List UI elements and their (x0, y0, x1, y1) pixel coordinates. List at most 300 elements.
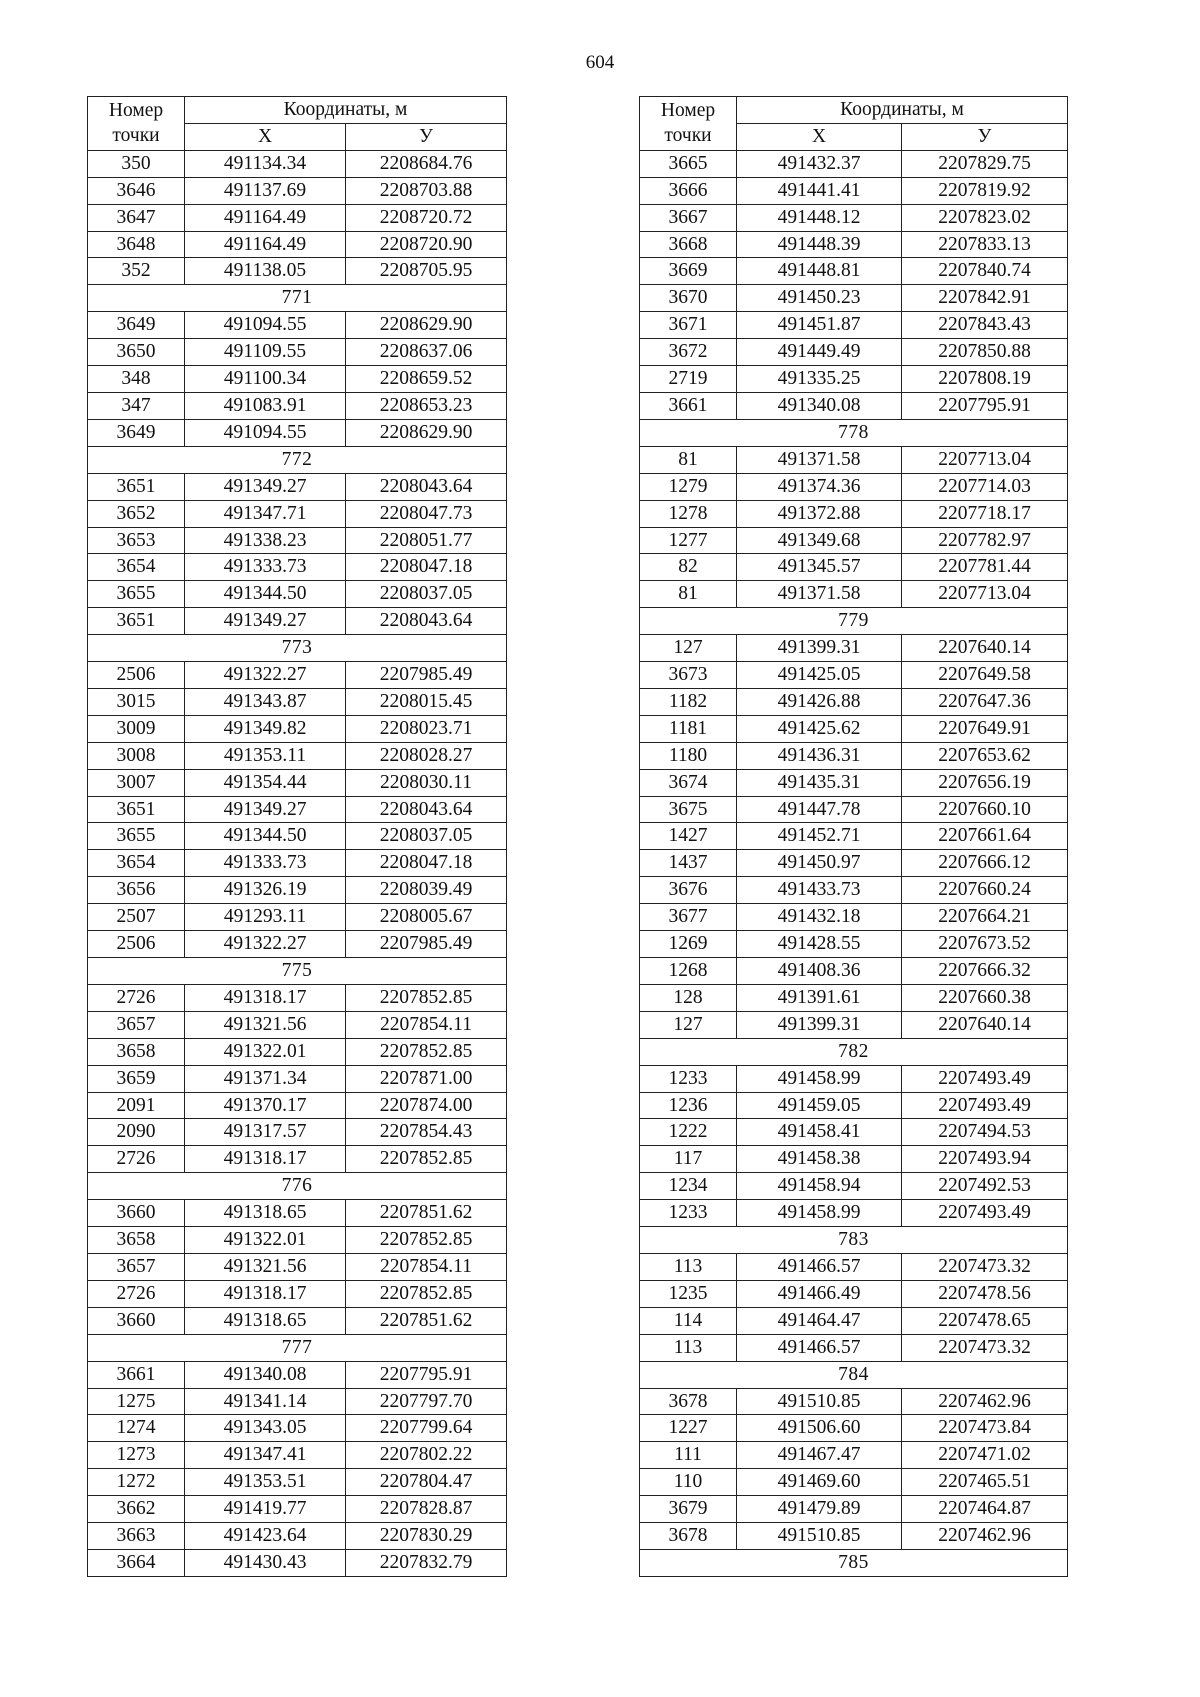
y-coordinate-cell: 2208047.73 (346, 500, 507, 527)
y-coordinate-cell: 2207795.91 (346, 1361, 507, 1388)
y-coordinate-cell: 2208043.64 (346, 608, 507, 635)
y-coordinate-cell: 2207494.53 (902, 1119, 1068, 1146)
table-row (88, 823, 507, 850)
point-number-cell: 3009 (88, 715, 185, 742)
y-coordinate-cell: 2207661.64 (902, 823, 1068, 850)
y-coordinate-cell: 2207666.32 (902, 958, 1068, 985)
y-coordinate-cell: 2208030.11 (346, 769, 507, 796)
table-row (640, 366, 1068, 393)
table-row (88, 877, 507, 904)
point-number-cell: 350 (88, 150, 185, 177)
x-coordinate-cell: 491326.19 (185, 877, 346, 904)
point-number-cell: 3667 (640, 204, 737, 231)
point-number-cell: 1427 (640, 823, 737, 850)
point-number-cell: 2090 (88, 1119, 185, 1146)
table-row (640, 150, 1068, 177)
x-coordinate-cell: 491345.57 (737, 554, 902, 581)
point-number-cell: 1277 (640, 527, 737, 554)
y-coordinate-cell: 2207493.49 (902, 1065, 1068, 1092)
x-coordinate-cell: 491353.11 (185, 742, 346, 769)
y-coordinate-cell: 2208659.52 (346, 366, 507, 393)
table-row (640, 339, 1068, 366)
table-row (640, 984, 1068, 1011)
table-row (88, 231, 507, 258)
y-coordinate-cell: 2207493.49 (902, 1092, 1068, 1119)
point-number-cell: 3665 (640, 150, 737, 177)
y-coordinate-cell: 2207852.85 (346, 984, 507, 1011)
table-row (640, 1200, 1068, 1227)
point-number-cell: 2091 (88, 1092, 185, 1119)
y-coordinate-cell: 2207647.36 (902, 688, 1068, 715)
x-coordinate-cell: 491164.49 (185, 204, 346, 231)
table-row (640, 662, 1068, 689)
y-coordinate-cell: 2207660.10 (902, 796, 1068, 823)
section-row (88, 446, 507, 473)
table-row (640, 1173, 1068, 1200)
table-row (88, 1065, 507, 1092)
y-coordinate-cell: 2207808.19 (902, 366, 1068, 393)
point-number-cell: 352 (88, 258, 185, 285)
table-row (88, 984, 507, 1011)
y-coordinate-cell: 2207854.43 (346, 1119, 507, 1146)
table-row (88, 1496, 507, 1523)
y-coordinate-cell: 2207473.32 (902, 1253, 1068, 1280)
y-coordinate-cell: 2207850.88 (902, 339, 1068, 366)
table-row (640, 1415, 1068, 1442)
table-row (640, 1469, 1068, 1496)
x-coordinate-cell: 491138.05 (185, 258, 346, 285)
x-coordinate-cell: 491333.73 (185, 554, 346, 581)
y-coordinate-cell: 2208043.64 (346, 796, 507, 823)
table-row (640, 796, 1068, 823)
point-number-cell: 348 (88, 366, 185, 393)
y-coordinate-cell: 2207666.12 (902, 850, 1068, 877)
point-number-cell: 3674 (640, 769, 737, 796)
coordinates-body-left (88, 150, 507, 1576)
x-coordinate-cell: 491318.17 (185, 1280, 346, 1307)
table-row (88, 473, 507, 500)
x-coordinate-cell: 491100.34 (185, 366, 346, 393)
x-coordinate-cell: 491466.57 (737, 1334, 902, 1361)
x-coordinate-cell: 491466.49 (737, 1280, 902, 1307)
table-row (88, 1415, 507, 1442)
x-coordinate-cell: 491448.81 (737, 258, 902, 285)
table-row (640, 554, 1068, 581)
x-coordinate-cell: 491322.01 (185, 1227, 346, 1254)
y-coordinate-cell: 2208005.67 (346, 904, 507, 931)
y-coordinate-cell: 2208720.90 (346, 231, 507, 258)
coordinates-header: Координаты, м (737, 97, 1068, 124)
table-row (88, 904, 507, 931)
point-number-header (88, 97, 185, 151)
table-row (640, 285, 1068, 312)
point-number-cell: 1222 (640, 1119, 737, 1146)
table-row (88, 1038, 507, 1065)
x-coordinate-cell: 491347.71 (185, 500, 346, 527)
table-row (88, 931, 507, 958)
section-number: 772 (88, 446, 507, 473)
section-row (88, 1173, 507, 1200)
x-coordinate-cell: 491458.99 (737, 1200, 902, 1227)
point-number-cell: 3007 (88, 769, 185, 796)
table-row (640, 1388, 1068, 1415)
point-number-cell: 3663 (88, 1523, 185, 1550)
section-number: 776 (88, 1173, 507, 1200)
x-coordinate-cell: 491430.43 (185, 1549, 346, 1576)
x-coordinate-cell: 491318.17 (185, 984, 346, 1011)
section-number: 773 (88, 635, 507, 662)
table-row (640, 1146, 1068, 1173)
x-coordinate-cell: 491318.17 (185, 1146, 346, 1173)
y-coordinate-cell: 2207802.22 (346, 1442, 507, 1469)
point-number-cell: 81 (640, 581, 737, 608)
point-number-cell: 3650 (88, 339, 185, 366)
x-coordinate-cell: 491372.88 (737, 500, 902, 527)
point-number-cell: 2726 (88, 984, 185, 1011)
table-row (88, 204, 507, 231)
section-number: 778 (640, 419, 1068, 446)
x-coordinate-cell: 491341.14 (185, 1388, 346, 1415)
x-coordinate-cell: 491419.77 (185, 1496, 346, 1523)
table-row (88, 1307, 507, 1334)
x-coordinate-cell: 491479.89 (737, 1496, 902, 1523)
table-row (88, 419, 507, 446)
x-coordinate-cell: 491333.73 (185, 850, 346, 877)
point-number-label-1: Номер (660, 99, 716, 121)
point-number-cell: 3661 (88, 1361, 185, 1388)
table-row (640, 1523, 1068, 1550)
y-coordinate-cell: 2207985.49 (346, 662, 507, 689)
point-number-cell: 3660 (88, 1200, 185, 1227)
y-coordinate-cell: 2207843.43 (902, 312, 1068, 339)
x-coordinate-cell: 491450.97 (737, 850, 902, 877)
x-coordinate-cell: 491094.55 (185, 419, 346, 446)
section-row (640, 608, 1068, 635)
point-number-cell: 3677 (640, 904, 737, 931)
section-number: 779 (640, 608, 1068, 635)
x-coordinate-cell: 491109.55 (185, 339, 346, 366)
table-row (640, 931, 1068, 958)
table-row (640, 635, 1068, 662)
y-coordinate-cell: 2207493.49 (902, 1200, 1068, 1227)
table-row (88, 850, 507, 877)
y-coordinate-cell: 2207782.97 (902, 527, 1068, 554)
coordinates-table-left (87, 96, 507, 1577)
y-coordinate-cell: 2207851.62 (346, 1200, 507, 1227)
x-coordinate-cell: 491448.12 (737, 204, 902, 231)
x-coordinate-cell: 491433.73 (737, 877, 902, 904)
y-coordinate-cell: 2208039.49 (346, 877, 507, 904)
x-coordinate-cell: 491374.36 (737, 473, 902, 500)
point-number-cell: 82 (640, 554, 737, 581)
point-number-cell: 128 (640, 984, 737, 1011)
point-number-cell: 2726 (88, 1280, 185, 1307)
table-row (640, 1334, 1068, 1361)
point-number-cell: 3668 (640, 231, 737, 258)
y-coordinate-cell: 2207854.11 (346, 1011, 507, 1038)
x-coordinate-cell: 491322.27 (185, 931, 346, 958)
x-coordinate-cell: 491349.27 (185, 473, 346, 500)
point-number-cell: 3659 (88, 1065, 185, 1092)
point-number-cell: 3654 (88, 850, 185, 877)
section-row (640, 1361, 1068, 1388)
x-coordinate-cell: 491371.34 (185, 1065, 346, 1092)
point-number-cell: 3657 (88, 1253, 185, 1280)
section-row (88, 958, 507, 985)
y-coordinate-cell: 2207492.53 (902, 1173, 1068, 1200)
table-row (88, 366, 507, 393)
table-row (640, 1280, 1068, 1307)
point-number-cell: 3672 (640, 339, 737, 366)
point-number-cell: 117 (640, 1146, 737, 1173)
x-coordinate-cell: 491321.56 (185, 1011, 346, 1038)
x-coordinate-cell: 491317.57 (185, 1119, 346, 1146)
point-number-cell: 3678 (640, 1388, 737, 1415)
x-coordinate-cell: 491506.60 (737, 1415, 902, 1442)
y-coordinate-cell: 2207830.29 (346, 1523, 507, 1550)
point-number-cell: 3653 (88, 527, 185, 554)
point-number-cell: 3678 (640, 1523, 737, 1550)
table-row (640, 446, 1068, 473)
coordinates-table-right (639, 96, 1068, 1577)
y-coordinate-cell: 2208051.77 (346, 527, 507, 554)
y-coordinate-cell: 2207464.87 (902, 1496, 1068, 1523)
x-coordinate-cell: 491335.25 (737, 366, 902, 393)
table-row (88, 1280, 507, 1307)
x-coordinate-cell: 491436.31 (737, 742, 902, 769)
y-coordinate-cell: 2208043.64 (346, 473, 507, 500)
y-coordinate-cell: 2207852.85 (346, 1227, 507, 1254)
y-coordinate-cell: 2207718.17 (902, 500, 1068, 527)
table-row (88, 1388, 507, 1415)
table-row (640, 958, 1068, 985)
y-coordinate-cell: 2207819.92 (902, 177, 1068, 204)
table-row (88, 1253, 507, 1280)
point-number-cell: 1180 (640, 742, 737, 769)
x-coordinate-cell: 491432.37 (737, 150, 902, 177)
x-coordinate-cell: 491353.51 (185, 1469, 346, 1496)
table-row (88, 500, 507, 527)
x-coordinate-cell: 491391.61 (737, 984, 902, 1011)
x-coordinate-cell: 491466.57 (737, 1253, 902, 1280)
x-coordinate-cell: 491425.05 (737, 662, 902, 689)
point-number-label-2: точки (664, 125, 712, 147)
y-coordinate-cell: 2207656.19 (902, 769, 1068, 796)
point-number-cell: 1227 (640, 1415, 737, 1442)
table-row (640, 581, 1068, 608)
point-number-cell: 113 (640, 1334, 737, 1361)
y-coordinate-cell: 2207660.24 (902, 877, 1068, 904)
x-coordinate-cell: 491371.58 (737, 446, 902, 473)
x-coordinate-cell: 491399.31 (737, 1011, 902, 1038)
section-row (640, 1227, 1068, 1254)
x-coordinate-cell: 491458.94 (737, 1173, 902, 1200)
point-number-cell: 3658 (88, 1227, 185, 1254)
y-coordinate-cell: 2207799.64 (346, 1415, 507, 1442)
point-number-cell: 3675 (640, 796, 737, 823)
point-number-cell: 3655 (88, 581, 185, 608)
x-coordinate-cell: 491428.55 (737, 931, 902, 958)
table-row (640, 904, 1068, 931)
y-coordinate-cell: 2207871.00 (346, 1065, 507, 1092)
table-row (640, 231, 1068, 258)
y-coordinate-cell: 2207640.14 (902, 635, 1068, 662)
x-coordinate-cell: 491137.69 (185, 177, 346, 204)
y-coordinate-cell: 2208023.71 (346, 715, 507, 742)
point-number-cell: 3651 (88, 608, 185, 635)
table-row (640, 1011, 1068, 1038)
table-row (88, 554, 507, 581)
table-row (640, 769, 1068, 796)
x-coordinate-cell: 491452.71 (737, 823, 902, 850)
x-coordinate-cell: 491458.99 (737, 1065, 902, 1092)
point-number-cell: 1268 (640, 958, 737, 985)
y-coordinate-cell: 2207713.04 (902, 581, 1068, 608)
y-header: У (902, 123, 1068, 150)
x-coordinate-cell: 491449.49 (737, 339, 902, 366)
point-number-cell: 127 (640, 1011, 737, 1038)
y-coordinate-cell: 2208047.18 (346, 554, 507, 581)
point-number-cell: 3669 (640, 258, 737, 285)
y-coordinate-cell: 2207854.11 (346, 1253, 507, 1280)
y-coordinate-cell: 2207478.56 (902, 1280, 1068, 1307)
section-number: 784 (640, 1361, 1068, 1388)
point-number-cell: 3015 (88, 688, 185, 715)
y-coordinate-cell: 2207462.96 (902, 1523, 1068, 1550)
y-coordinate-cell: 2207985.49 (346, 931, 507, 958)
point-number-cell: 1437 (640, 850, 737, 877)
point-number-cell: 3651 (88, 796, 185, 823)
table-row (88, 258, 507, 285)
table-row (88, 177, 507, 204)
y-coordinate-cell: 2208037.05 (346, 823, 507, 850)
section-row (88, 635, 507, 662)
point-number-cell: 3646 (88, 177, 185, 204)
table-row (640, 392, 1068, 419)
table-row (640, 877, 1068, 904)
x-coordinate-cell: 491321.56 (185, 1253, 346, 1280)
point-number-cell: 111 (640, 1442, 737, 1469)
point-number-cell: 1273 (88, 1442, 185, 1469)
point-number-cell: 3670 (640, 285, 737, 312)
y-coordinate-cell: 2207852.85 (346, 1038, 507, 1065)
y-coordinate-cell: 2207473.84 (902, 1415, 1068, 1442)
y-coordinate-cell: 2207471.02 (902, 1442, 1068, 1469)
table-row (88, 796, 507, 823)
table-row (88, 339, 507, 366)
point-number-cell: 3647 (88, 204, 185, 231)
x-coordinate-cell: 491344.50 (185, 823, 346, 850)
y-header: У (346, 123, 507, 150)
x-coordinate-cell: 491164.49 (185, 231, 346, 258)
y-coordinate-cell: 2207473.32 (902, 1334, 1068, 1361)
y-coordinate-cell: 2207713.04 (902, 446, 1068, 473)
table-row (88, 1549, 507, 1576)
section-number: 775 (88, 958, 507, 985)
point-number-cell: 3673 (640, 662, 737, 689)
y-coordinate-cell: 2207829.75 (902, 150, 1068, 177)
y-coordinate-cell: 2208629.90 (346, 419, 507, 446)
point-number-cell: 1182 (640, 688, 737, 715)
x-coordinate-cell: 491432.18 (737, 904, 902, 931)
y-coordinate-cell: 2208705.95 (346, 258, 507, 285)
x-coordinate-cell: 491094.55 (185, 312, 346, 339)
y-coordinate-cell: 2208653.23 (346, 392, 507, 419)
section-row (88, 285, 507, 312)
y-coordinate-cell: 2207874.00 (346, 1092, 507, 1119)
table-row (88, 1523, 507, 1550)
point-number-cell: 3661 (640, 392, 737, 419)
point-number-cell: 3652 (88, 500, 185, 527)
point-number-cell: 2506 (88, 662, 185, 689)
point-number-cell: 2507 (88, 904, 185, 931)
table-row (640, 1442, 1068, 1469)
table-row (640, 1307, 1068, 1334)
y-coordinate-cell: 2208047.18 (346, 850, 507, 877)
point-number-cell: 3657 (88, 1011, 185, 1038)
point-number-cell: 2726 (88, 1146, 185, 1173)
x-coordinate-cell: 491510.85 (737, 1388, 902, 1415)
table-row (640, 473, 1068, 500)
point-number-cell: 3008 (88, 742, 185, 769)
x-coordinate-cell: 491340.08 (737, 392, 902, 419)
x-coordinate-cell: 491469.60 (737, 1469, 902, 1496)
section-number: 771 (88, 285, 507, 312)
y-coordinate-cell: 2207832.79 (346, 1549, 507, 1576)
table-row (640, 527, 1068, 554)
y-coordinate-cell: 2207673.52 (902, 931, 1068, 958)
point-number-cell: 3648 (88, 231, 185, 258)
x-coordinate-cell: 491349.27 (185, 608, 346, 635)
table-row (640, 258, 1068, 285)
x-coordinate-cell: 491408.36 (737, 958, 902, 985)
x-coordinate-cell: 491448.39 (737, 231, 902, 258)
y-coordinate-cell: 2207842.91 (902, 285, 1068, 312)
table-row (640, 1065, 1068, 1092)
table-row (88, 742, 507, 769)
y-coordinate-cell: 2207840.74 (902, 258, 1068, 285)
table-row (88, 581, 507, 608)
point-number-cell: 2719 (640, 366, 737, 393)
table-row (88, 688, 507, 715)
point-number-cell: 1234 (640, 1173, 737, 1200)
table-row (88, 392, 507, 419)
y-coordinate-cell: 2208015.45 (346, 688, 507, 715)
table-row (88, 1442, 507, 1469)
point-number-cell: 81 (640, 446, 737, 473)
x-coordinate-cell: 491340.08 (185, 1361, 346, 1388)
table-row (640, 1253, 1068, 1280)
table-row (640, 688, 1068, 715)
x-coordinate-cell: 491343.87 (185, 688, 346, 715)
y-coordinate-cell: 2207462.96 (902, 1388, 1068, 1415)
table-row (88, 1361, 507, 1388)
section-number: 783 (640, 1227, 1068, 1254)
y-coordinate-cell: 2208629.90 (346, 312, 507, 339)
section-number: 785 (640, 1549, 1068, 1576)
y-coordinate-cell: 2207640.14 (902, 1011, 1068, 1038)
point-number-cell: 1275 (88, 1388, 185, 1415)
x-coordinate-cell: 491370.17 (185, 1092, 346, 1119)
section-number: 777 (88, 1334, 507, 1361)
x-coordinate-cell: 491347.41 (185, 1442, 346, 1469)
point-number-cell: 110 (640, 1469, 737, 1496)
x-coordinate-cell: 491459.05 (737, 1092, 902, 1119)
point-number-cell: 1272 (88, 1469, 185, 1496)
x-header: X (737, 123, 902, 150)
x-coordinate-cell: 491371.58 (737, 581, 902, 608)
y-coordinate-cell: 2208720.72 (346, 204, 507, 231)
